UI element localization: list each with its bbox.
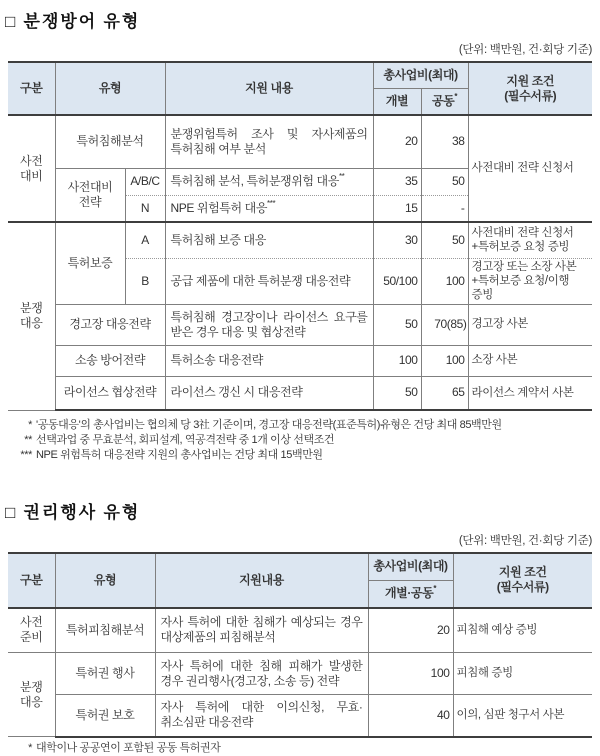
t1-header-individual: 개별 [373, 88, 421, 115]
t1-header-content: 지원 내용 [165, 62, 373, 115]
t1-group-pre-preparation [8, 115, 55, 222]
type-line1: 사전대비 [67, 179, 113, 194]
condition-line2: +특허보증 요청 증빙 [471, 241, 570, 254]
t1-header-row-1 [8, 62, 592, 88]
t1-header-condition [468, 62, 592, 115]
type-line2: 전략 [78, 194, 102, 209]
footnote-text: '공동대응'의 총사업비는 협의체 당 3社 기준이며, 경고장 대응전략(표준특허)유형은 건당 최대 85백만원 [36, 419, 502, 432]
cell-condition [468, 222, 592, 258]
cell-individual: 20 [373, 115, 421, 168]
footnote-text: 선택과업 중 무효분석, 회피설계, 역공격전략 중 1개 이상 선택조건 [36, 434, 335, 447]
cell-condition: 피침해 예상 증빙 [453, 608, 592, 653]
cell-individual: 15 [373, 195, 421, 222]
t2-header-condition-line1: 지원 조건 [498, 565, 547, 580]
content-text: NPE 위험특허 대응 [170, 200, 268, 215]
table-row [8, 222, 592, 258]
group-label-line1: 분쟁 [20, 679, 43, 694]
cell-content: 자사 특허에 대한 침해가 예상되는 경우 대상제품의 피침해분석 [155, 608, 368, 653]
section1-title: □ 분쟁방어 유형 [5, 12, 141, 31]
t1-header-joint-footnote-marker: * [454, 91, 458, 101]
group-label-line1: 사전 [20, 153, 43, 168]
cell-content: 분쟁위험특허 조사 및 자사제품의 특허침해 여부 분석 [165, 115, 373, 168]
cell-type: 특허권 행사 [55, 653, 155, 695]
cell-cost: 100 [368, 653, 453, 695]
cell-subtype: A/B/C [125, 168, 165, 195]
t2-header-gubun: 구분 [8, 553, 55, 608]
cell-condition: 경고장 사본 [468, 304, 592, 345]
cell-individual: 30 [373, 222, 421, 258]
t2-header-row-1 [8, 553, 592, 581]
cell-subtype: A [125, 222, 165, 258]
table-row [8, 653, 592, 695]
cell-content: 자사 특허에 대한 이의신청, 무효·취소심판 대응전략 [155, 695, 368, 737]
section2-title: □ 권리행사 유형 [5, 502, 141, 522]
t2-header-type: 유형 [55, 553, 155, 608]
cell-joint: 50 [421, 168, 468, 195]
section1-unit-note: (단위: 백만원, 건·회당 기준) [458, 44, 592, 56]
t1-header-joint [421, 88, 468, 115]
section2-footnotes [6, 741, 594, 756]
footnote-marker: * [28, 741, 32, 754]
cell-condition: 피침해 증빙 [453, 653, 592, 695]
t2-header-cost-cols-footnote-marker: * [433, 584, 437, 594]
cell-individual: 50 [373, 304, 421, 345]
group-label-line2: 대응 [20, 694, 43, 709]
t2-header-condition [453, 553, 592, 608]
table-row [8, 608, 592, 653]
cell-type: 라이선스 협상전략 [55, 376, 165, 410]
cell-content: 특허소송 대응전략 [165, 345, 373, 376]
t1-header-joint-label: 공동 [431, 93, 455, 108]
cell-joint: 38 [421, 115, 468, 168]
condition-line2: +특허보증 요청/이행 증빙 [471, 274, 570, 302]
footnote [6, 448, 594, 463]
cell-cost: 40 [368, 695, 453, 737]
t2-header-cost-cols-label: 개별·공동 [384, 586, 434, 601]
group-label-line1: 분쟁 [20, 301, 43, 316]
content-text: 특허침해 분석, 특허분쟁위험 대응 [170, 174, 339, 188]
cell-condition: 소장 사본 [468, 345, 592, 376]
condition-line1: 사전대비 전략 신청서 [471, 226, 574, 239]
section1-footnotes [6, 418, 594, 464]
cell-type: 특허권 보호 [55, 695, 155, 737]
cell-content: 라이선스 갱신 시 대응전략 [165, 376, 373, 410]
group-label-line2: 대비 [20, 168, 43, 183]
cell-condition: 사전대비 전략 신청서 [468, 115, 592, 222]
cell-type: 특허침해분석 [55, 115, 165, 168]
cell-content: 자사 특허에 대한 침해 피해가 발생한 경우 권리행사(경고장, 소송 등) 전략 [155, 653, 368, 695]
group-label-line2: 준비 [20, 630, 43, 645]
cell-content [165, 195, 373, 222]
footnote [6, 418, 594, 433]
cell-condition [468, 258, 592, 304]
table-row [8, 304, 592, 345]
t2-group-pre-readiness [8, 608, 55, 653]
cell-content: 특허침해 보증 대응 [165, 222, 373, 258]
table-row [8, 376, 592, 410]
cell-subtype: N [125, 195, 165, 222]
cell-subtype: B [125, 258, 165, 304]
cell-joint: 70(85) [421, 304, 468, 345]
cell-type: 경고장 대응전략 [55, 304, 165, 345]
table-row [8, 695, 592, 737]
cell-content [165, 168, 373, 195]
cell-condition: 이의, 심판 청구서 사본 [453, 695, 592, 737]
cell-joint: 100 [421, 345, 468, 376]
t2-group-dispute-response [8, 653, 55, 737]
condition-line1: 경고장 또는 소장 사본 [471, 260, 577, 273]
cell-joint: - [421, 195, 468, 222]
cell-individual: 50/100 [373, 258, 421, 304]
t2-header-condition-line2: (필수서류) [496, 580, 549, 595]
footnote-marker: *** [20, 449, 32, 462]
cell-joint: 65 [421, 376, 468, 410]
t1-header-condition-line1: 지원 조건 [506, 73, 555, 88]
t1-header-condition-line2: (필수서류) [504, 88, 557, 103]
cell-condition: 라이선스 계약서 사본 [468, 376, 592, 410]
table-row [8, 115, 592, 168]
t2-header-cost-cols [368, 581, 453, 608]
dispute-defense-table [8, 61, 592, 411]
group-label-line1: 사전 [20, 615, 43, 630]
footnote-text: 대학이나 공공연이 포함된 공동 특허권자 [36, 741, 221, 754]
cell-type: 특허보증 [55, 222, 125, 304]
footnote-marker: ** [24, 434, 32, 447]
footnote [6, 741, 594, 756]
table-row [8, 345, 592, 376]
cell-type: 소송 방어전략 [55, 345, 165, 376]
content-footnote-marker: *** [267, 198, 276, 208]
cell-individual: 50 [373, 376, 421, 410]
cell-individual: 35 [373, 168, 421, 195]
t2-header-content: 지원내용 [155, 553, 368, 608]
group-label-line2: 대응 [20, 316, 43, 331]
t1-group-dispute-response [8, 222, 55, 410]
cell-content: 공급 제품에 대한 특허분쟁 대응전략 [165, 258, 373, 304]
rights-exercise-table [8, 552, 592, 738]
footnote-marker: * [28, 419, 32, 432]
t1-header-type: 유형 [55, 62, 165, 115]
section2-unit-note: (단위: 백만원, 건·회당 기준) [458, 534, 592, 547]
t2-header-total-cost: 총사업비(최대) [368, 553, 453, 581]
cell-joint: 100 [421, 258, 468, 304]
cell-cost: 20 [368, 608, 453, 653]
footnote [6, 433, 594, 448]
cell-individual: 100 [373, 345, 421, 376]
t1-header-total-cost: 총사업비(최대) [373, 62, 468, 88]
cell-type [55, 168, 125, 222]
content-footnote-marker: ** [338, 172, 345, 181]
cell-content: 특허침해 경고장이나 라이선스 요구를 받은 경우 대응 및 협상전략 [165, 304, 373, 345]
cell-type: 특허피침해분석 [55, 608, 155, 653]
cell-joint: 50 [421, 222, 468, 258]
footnote-text: NPE 위험특허 대응전략 지원의 총사업비는 건당 최대 15백만원 [36, 449, 323, 462]
t1-header-gubun: 구분 [8, 62, 55, 115]
